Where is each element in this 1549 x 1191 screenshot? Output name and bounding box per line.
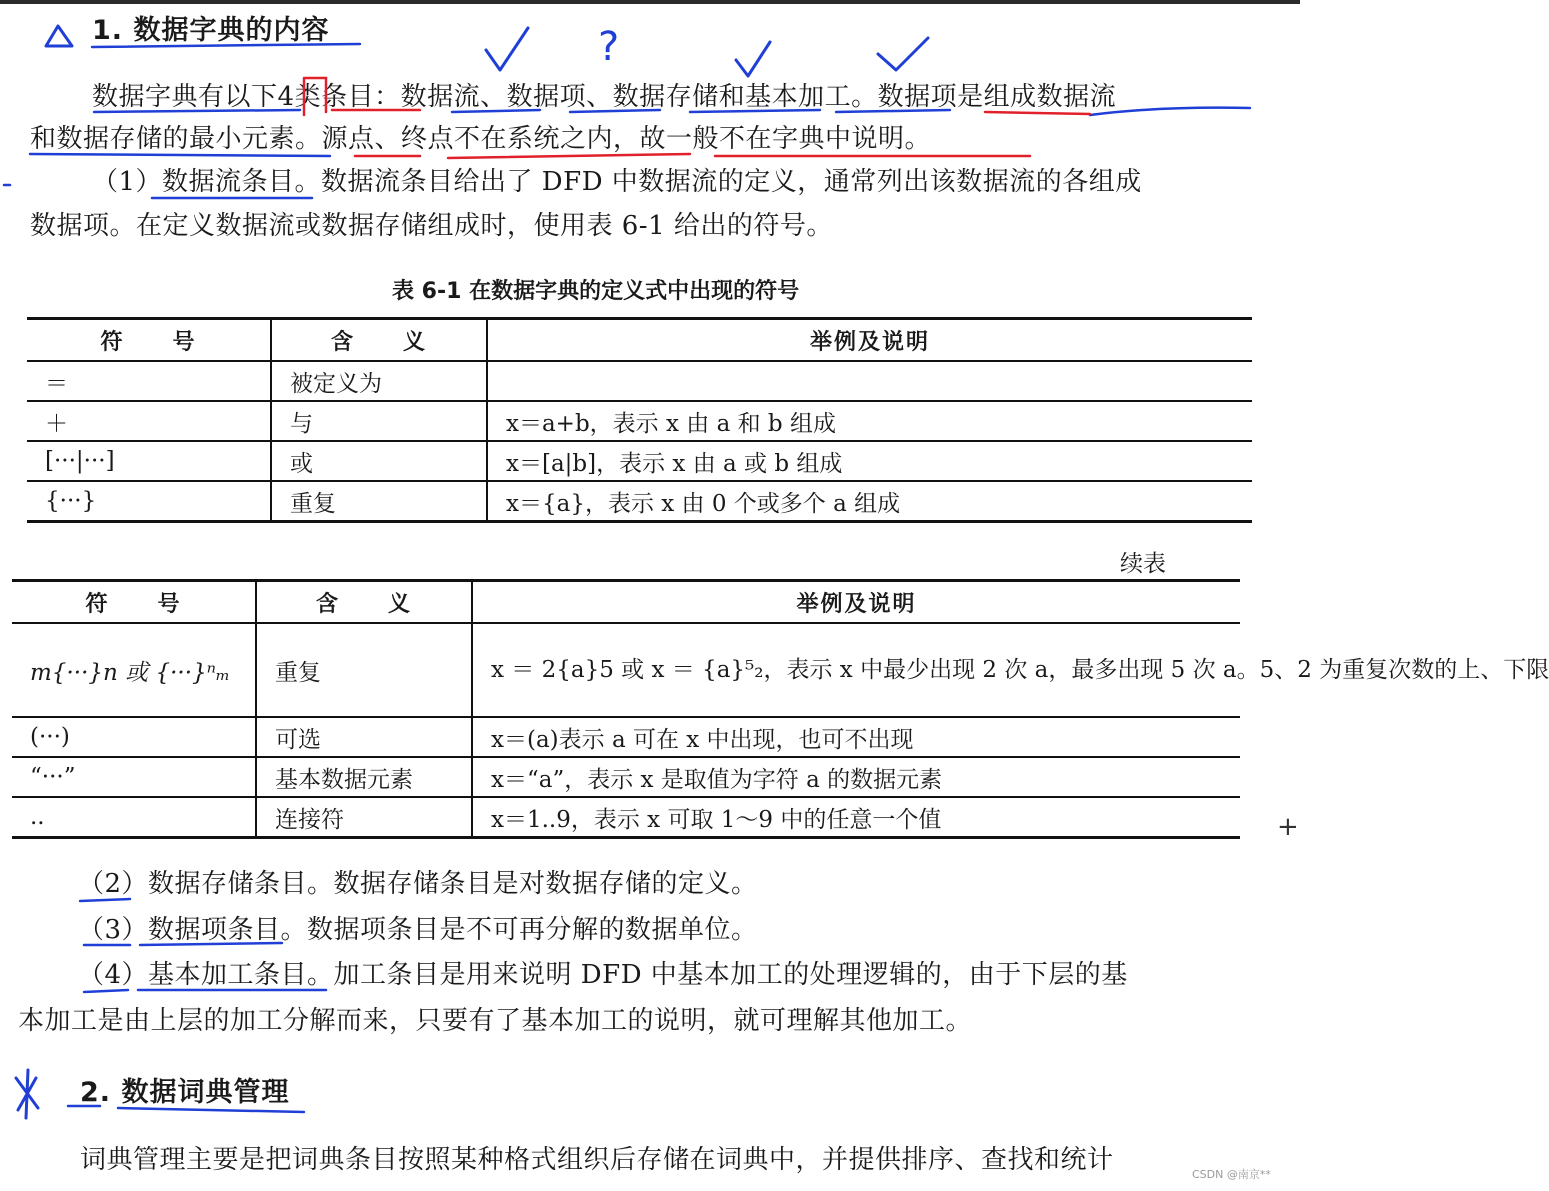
table-header-row xyxy=(27,319,1252,362)
header-meaning: 含 义 xyxy=(256,581,472,624)
header-symbol: 符 号 xyxy=(12,581,256,624)
table-row xyxy=(27,361,1252,401)
item-4-line-2: 本加工是由上层的加工分解而来，只要有了基本加工的说明，就可理解其他加工。 xyxy=(18,1006,973,1036)
paragraph-1-line-2: 和数据存储的最小元素。源点、终点不在系统之内，故一般不在字典中说明。 xyxy=(30,124,932,154)
cell-meaning: 重复 xyxy=(256,623,472,717)
cell-symbol: [···|···] xyxy=(27,441,271,481)
section-2-paragraph-line-1: 词典管理主要是把词典条目按照某种格式组织后存储在词典中，并提供排序、查找和统计 xyxy=(80,1145,1114,1175)
section-1-heading: 1. 数据字典的内容 xyxy=(92,15,330,46)
table-row xyxy=(27,401,1252,441)
symbol-table xyxy=(27,317,1252,523)
continued-label: 续表 xyxy=(1120,551,1166,577)
section-2-heading: 2. 数据词典管理 xyxy=(80,1077,290,1108)
cell-symbol: ＝ xyxy=(27,361,271,401)
cell-example: x＝“a”，表示 x 是取值为字符 a 的数据元素 xyxy=(472,757,1240,797)
header-symbol: 符 号 xyxy=(27,319,271,362)
item-2: （2）数据存储条目。数据存储条目是对数据存储的定义。 xyxy=(78,869,758,899)
check-mark-icon xyxy=(486,28,528,70)
cell-symbol: (···) xyxy=(12,717,256,757)
text-segment: 类条目：数据流、数据项、数据存储和基本加工。数据项是组成数据流 xyxy=(294,82,1117,112)
cell-symbol: .. xyxy=(12,797,256,838)
table-1-caption: 表 6-1 在数据字典的定义式中出现的符号 xyxy=(392,279,800,304)
table-row xyxy=(12,757,1240,797)
header-meaning: 含 义 xyxy=(271,319,487,362)
cell-example: x＝(a)表示 a 可在 x 中出现，也可不出现 xyxy=(472,717,1240,757)
cell-meaning: 或 xyxy=(271,441,487,481)
symbol-table-continued xyxy=(12,579,1549,839)
cell-example xyxy=(487,361,1252,401)
watermark: CSDN @南京** xyxy=(1192,1168,1271,1181)
entry-count: 4 xyxy=(277,82,295,112)
plus-icon: + xyxy=(1277,812,1299,842)
paragraph-1-line-1 xyxy=(92,75,1116,119)
table-row xyxy=(27,481,1252,522)
cell-meaning: 被定义为 xyxy=(271,361,487,401)
paragraph-2-line-2: 数据项。在定义数据流或数据存储组成时，使用表 6-1 给出的符号。 xyxy=(30,211,833,241)
cell-symbol: m{···}n 或 {···}ⁿₘ xyxy=(12,623,256,717)
cell-symbol: “···” xyxy=(12,757,256,797)
table-row xyxy=(12,623,1240,717)
item-4-line-1: （4）基本加工条目。加工条目是用来说明 DFD 中基本加工的处理逻辑的，由于下层的基 xyxy=(78,960,1128,990)
item-3: （3）数据项条目。数据项条目是不可再分解的数据单位。 xyxy=(78,915,758,945)
cell-example: x＝[a|b]，表示 x 由 a 或 b 组成 xyxy=(487,441,1252,481)
cell-symbol: {···} xyxy=(27,481,271,522)
asterisk-mark-icon xyxy=(16,1078,38,1108)
table-row xyxy=(12,797,1240,838)
cell-example: x＝{a}，表示 x 由 0 个或多个 a 组成 xyxy=(487,481,1252,522)
cell-meaning: 可选 xyxy=(256,717,472,757)
table-row xyxy=(12,717,1240,757)
text-segment: 数据字典有以下 xyxy=(92,82,278,112)
cell-example: x＝a+b，表示 x 由 a 和 b 组成 xyxy=(487,401,1252,441)
cell-meaning: 连接符 xyxy=(256,797,472,838)
asterisk-mark-icon xyxy=(18,1078,36,1110)
question-mark: ? xyxy=(598,24,620,70)
table-header-row xyxy=(12,581,1240,624)
header-example: 举例及说明 xyxy=(472,581,1240,624)
cell-example: x＝1..9，表示 x 可取 1～9 中的任意一个值 xyxy=(472,797,1240,838)
cell-meaning: 与 xyxy=(271,401,487,441)
triangle-mark-icon xyxy=(46,26,72,46)
cell-symbol: ＋ xyxy=(27,401,271,441)
cell-example: x ＝ 2{a}5 或 x ＝ {a}⁵₂，表示 x 中最少出现 2 次 a，最多出现 5 次 a。5、2 为重复次数的上、下限 xyxy=(472,623,1240,717)
top-border xyxy=(0,0,1300,4)
asterisk-mark-icon xyxy=(26,1070,28,1118)
check-mark-icon xyxy=(736,42,770,76)
paragraph-2-line-1: （1）数据流条目。数据流条目给出了 DFD 中数据流的定义，通常列出该数据流的各组成 xyxy=(92,167,1142,197)
header-example: 举例及说明 xyxy=(487,319,1252,362)
table-row xyxy=(27,441,1252,481)
cell-meaning: 重复 xyxy=(271,481,487,522)
check-mark-icon xyxy=(878,38,928,70)
cell-meaning: 基本数据元素 xyxy=(256,757,472,797)
